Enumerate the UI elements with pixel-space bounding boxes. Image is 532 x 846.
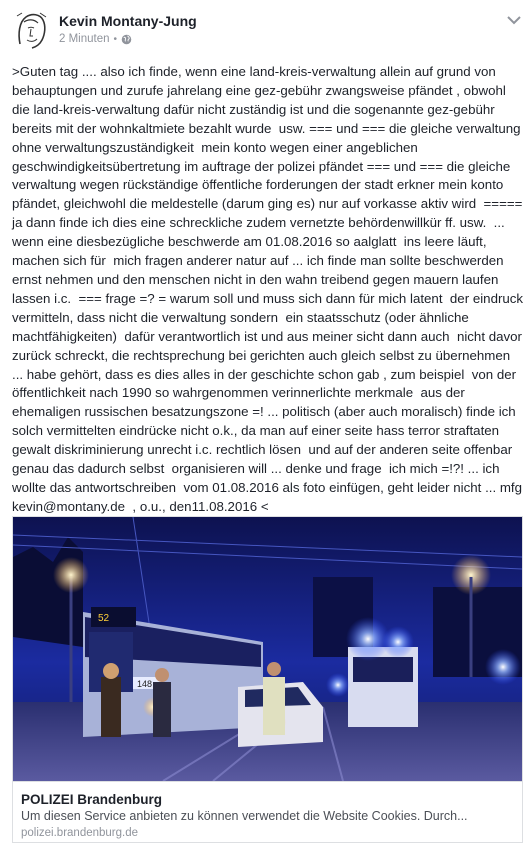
chevron-down-icon[interactable] [506,14,522,26]
post-header [0,0,532,60]
link-preview-image[interactable] [13,517,522,781]
avatar[interactable] [12,10,50,50]
link-domain: polizei.brandenburg.de [21,827,139,839]
link-preview-info[interactable] [13,781,522,842]
tram-accident-night-photo [13,517,522,781]
link-title[interactable]: POLIZEI Brandenburg [21,792,163,807]
post-meta [59,33,132,45]
tram-route-number: 52 [98,613,110,624]
post-time[interactable]: 2 Minuten [59,33,110,45]
tram-number: 148 [137,679,153,689]
meta-separator: • [113,33,118,45]
post-text: >Guten tag .... also ich finde, wenn eine land-kreis-verwaltung allein auf grund von behauptungen und zurufe jahrelang eine gez-gebühr zwangsweise pfändet , obwohl die land-kreis-verwaltung dafür nicht zuständig ist und die sogenannte gez-gebühr bereits mit der wohnkaltmiete bezahlt wurde usw. === und === die gleiche verwaltung ohne verwaltungszuständigkeit mein konto wegen einer angeblichen geschwindigkeitsübertretung im auftrage der polizei pfändet === und === die gleiche verwaltung wegen rückständige öffentliche forderungen der stadt erkner mein konto pfändet, gleichwohl die meldestelle (darum ging es) nur auf vorkasse aktiv wird ===== ja dann finde ich dies eine schreckliche zudem vernetzte behördenwillkür ff. usw. ... wenn eine diesbezügliche beschwerde am 01.08.2016 so aalglatt ins leere läuft, machen sich für mich fragen anderer natur auf ... ich finde man sollte beschwerden ernst nehmen und den menschen nicht in den wahn treibend gegen mauern laufen lassen i.c. === frage =? = warum soll und muss sich dann für mich latent der eindruck vermitteln, dass nicht die verwaltung sondern ein staatsschutz (oder ähnliche machtfähigkeiten) dafür verantwortlich ist und aus meiner sicht dann auch nicht davor zurück schreckt, die rechtsprechung bei gerichten auch gleich selbst zu übernehmen ... habe gehört, dass es dies alles in der geschichte schon gab , zum beispiel von der öffentlichkeit nach 1990 so wahrgenommen verinnerlichte merkmale aus der ehemaligen russischen besatzungszone =! ... politisch (aber auch moralisch) finde ich solch vermittelten eindrücke nicht o.k., da man auf einer seite hass terror straftaten gewalt diskriminierung unrecht i.c. rechtlich lösen und auf der anderen seite offenbar genau das dadurch selbst organisieren will ... denke und frage ich mich =!?! ... ich wollte das antwortschreiben vom 01.08.2016 als foto einfügen, geht leider nicht ... mfg kevin@montany.de , o.u., den11.08.2016 < [12,64,527,514]
link-preview-card[interactable] [12,516,523,843]
globe-icon [121,34,132,45]
avatar-sketch-icon [12,10,50,50]
link-description: Um diesen Service anbieten zu können verwendet die Website Cookies. Durch... [21,809,468,823]
author-name[interactable]: Kevin Montany-Jung [59,13,197,29]
